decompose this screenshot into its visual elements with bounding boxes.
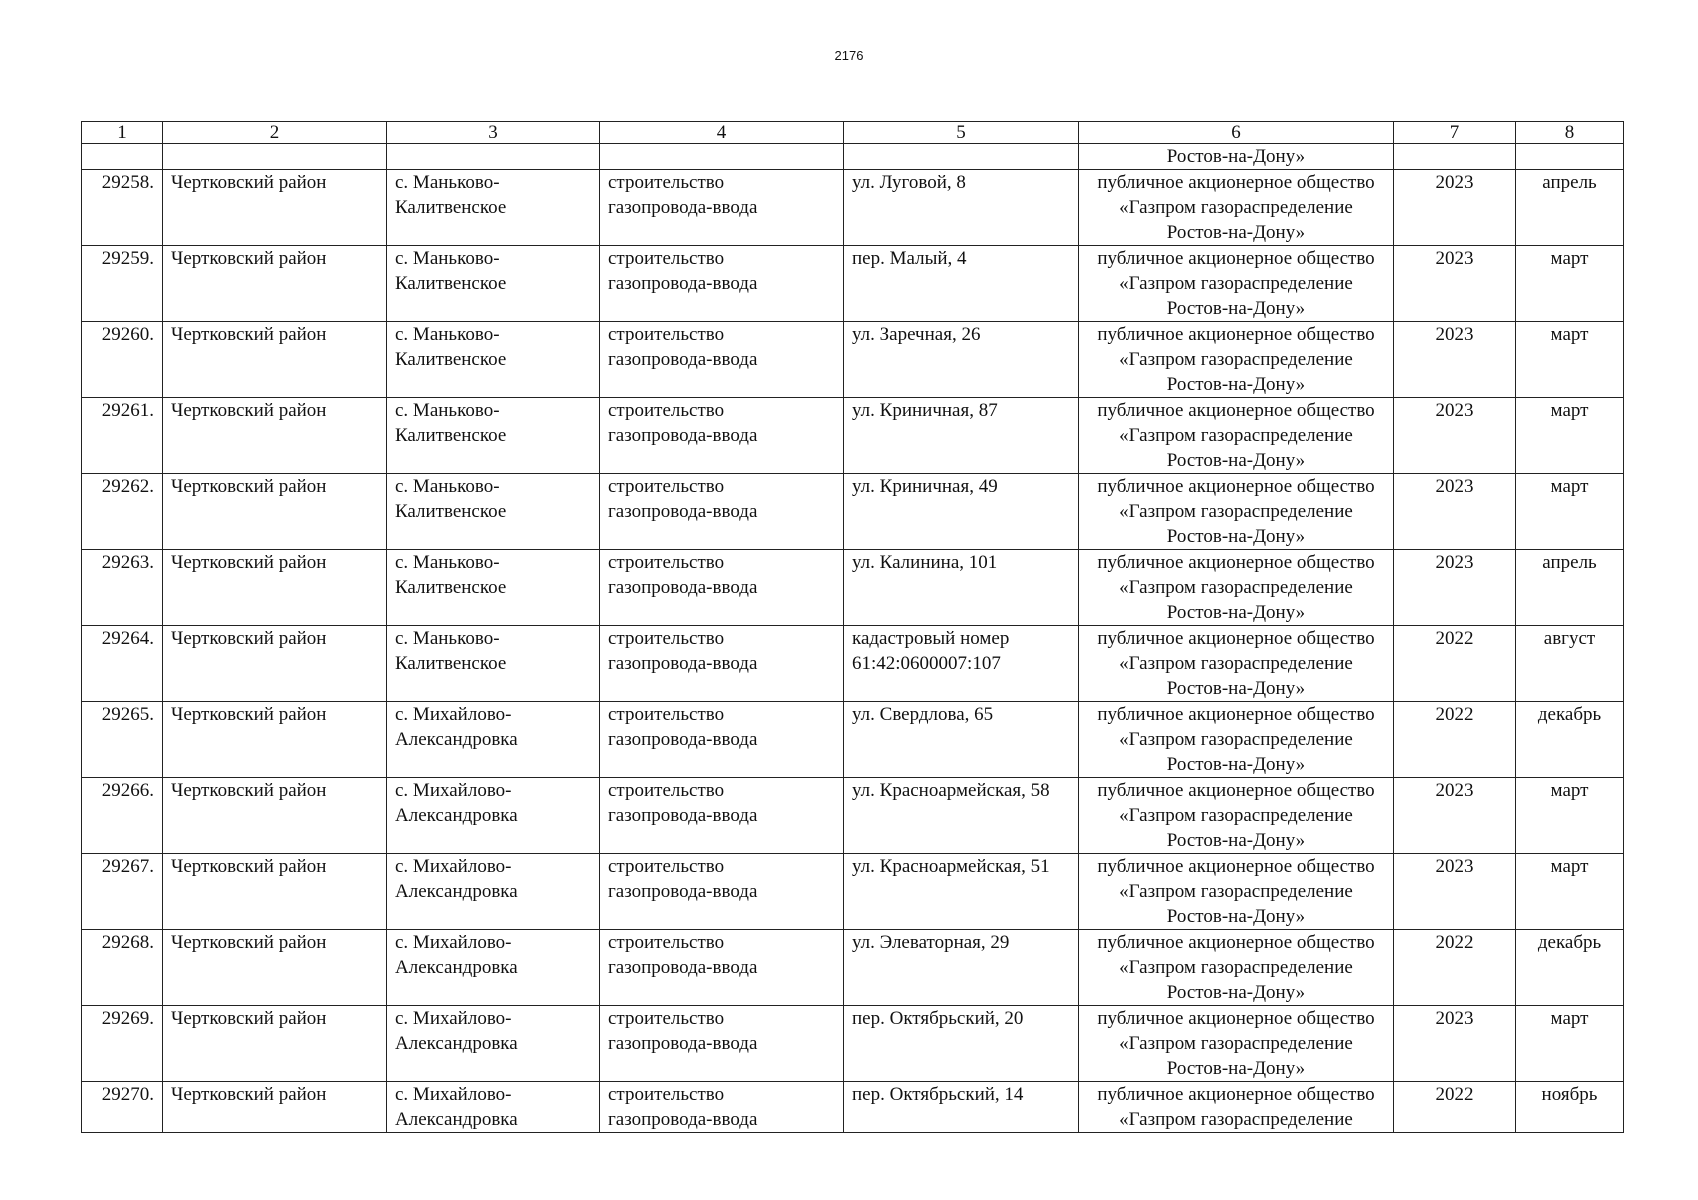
organization-cell-line: публичное акционерное общество xyxy=(1097,628,1375,649)
table-row xyxy=(82,474,1624,550)
settlement-cell-line: с. Михайлово- xyxy=(395,780,512,801)
organization-cell xyxy=(1079,474,1394,550)
table-row xyxy=(82,1006,1624,1082)
settlement-cell xyxy=(387,322,600,398)
work-type-cell-line: строительство xyxy=(608,1084,725,1105)
work-type-cell-line: газопровода-ввода xyxy=(608,957,758,978)
month-cell: апрель xyxy=(1516,170,1624,246)
organization-cell-line: Ростов-на-Дону» xyxy=(1166,298,1306,319)
work-type-cell xyxy=(600,854,844,930)
work-type-cell xyxy=(600,1082,844,1133)
month-cell: ноябрь xyxy=(1516,1082,1624,1133)
year-cell: 2023 xyxy=(1394,246,1516,322)
month-cell: апрель xyxy=(1516,550,1624,626)
organization-cell-line: публичное акционерное общество xyxy=(1097,552,1375,573)
work-type-cell-line: строительство xyxy=(608,704,725,725)
work-type-cell-line: строительство xyxy=(608,628,725,649)
work-type-cell xyxy=(600,170,844,246)
column-number: 2 xyxy=(163,122,387,144)
settlement-cell-line: с. Маньково- xyxy=(395,476,500,497)
work-type-cell-line: газопровода-ввода xyxy=(608,729,758,750)
organization-cell xyxy=(1079,626,1394,702)
organization-cell-line: публичное акционерное общество xyxy=(1097,476,1375,497)
address-cell xyxy=(844,930,1079,1006)
table-row xyxy=(82,322,1624,398)
work-type-cell-line: газопровода-ввода xyxy=(608,273,758,294)
organization-cell-line: Ростов-на-Дону» xyxy=(1166,222,1306,243)
settlement-cell-line: Калитвенское xyxy=(395,653,507,674)
organization-cell-line: публичное акционерное общество xyxy=(1097,324,1375,345)
district-cell: Чертковский район xyxy=(163,626,387,702)
settlement-cell-line: Александровка xyxy=(395,957,518,978)
organization-cell-line: «Газпром газораспределение xyxy=(1119,805,1353,826)
settlement-cell-line: Александровка xyxy=(395,1109,518,1130)
settlement-cell xyxy=(387,246,600,322)
address-cell xyxy=(844,550,1079,626)
table-row xyxy=(82,170,1624,246)
work-type-cell-line: газопровода-ввода xyxy=(608,1109,758,1130)
year-cell: 2022 xyxy=(1394,930,1516,1006)
district-cell: Чертковский район xyxy=(163,322,387,398)
year-cell: 2023 xyxy=(1394,474,1516,550)
table-row xyxy=(82,550,1624,626)
month-cell: март xyxy=(1516,854,1624,930)
settlement-cell xyxy=(387,626,600,702)
address-cell-line: ул. Криничная, 87 xyxy=(852,400,998,421)
address-cell-line: пер. Октябрьский, 20 xyxy=(852,1008,1024,1029)
work-type-cell-line: строительство xyxy=(608,248,725,269)
address-cell xyxy=(844,626,1079,702)
district-cell: Чертковский район xyxy=(163,778,387,854)
work-type-cell xyxy=(600,246,844,322)
settlement-cell-line: с. Михайлово- xyxy=(395,704,512,725)
table-body xyxy=(82,122,1624,1133)
organization-cell-line: публичное акционерное общество xyxy=(1097,704,1375,725)
work-type-cell-line: строительство xyxy=(608,400,725,421)
work-type-cell xyxy=(600,626,844,702)
empty-cell xyxy=(600,144,844,170)
month-cell: март xyxy=(1516,322,1624,398)
district-cell: Чертковский район xyxy=(163,854,387,930)
organization-cell-line: «Газпром газораспределение xyxy=(1119,1109,1353,1130)
year-cell: 2023 xyxy=(1394,778,1516,854)
table-row xyxy=(82,778,1624,854)
work-type-cell-line: строительство xyxy=(608,932,725,953)
row-number: 29263. xyxy=(82,550,163,626)
organization-cell-line: Ростов-на-Дону» xyxy=(1166,982,1306,1003)
organization-cell-line: «Газпром газораспределение xyxy=(1119,881,1353,902)
organization-cell-line: «Газпром газораспределение xyxy=(1119,1033,1353,1054)
settlement-cell-line: с. Маньково- xyxy=(395,324,500,345)
work-type-cell-line: строительство xyxy=(608,552,725,573)
month-cell: март xyxy=(1516,474,1624,550)
work-type-cell-line: строительство xyxy=(608,324,725,345)
work-type-cell-line: газопровода-ввода xyxy=(608,425,758,446)
organization-cell-line: Ростов-на-Дону» xyxy=(1166,450,1306,471)
organization-cell-line: публичное акционерное общество xyxy=(1097,400,1375,421)
table-row xyxy=(82,398,1624,474)
settlement-cell-line: с. Михайлово- xyxy=(395,856,512,877)
table-row xyxy=(82,854,1624,930)
organization-cell xyxy=(1079,778,1394,854)
settlement-cell-line: с. Михайлово- xyxy=(395,932,512,953)
month-cell: март xyxy=(1516,778,1624,854)
address-cell xyxy=(844,246,1079,322)
organization-cell-line: «Газпром газораспределение xyxy=(1119,197,1353,218)
organization-cell-line: публичное акционерное общество xyxy=(1097,856,1375,877)
empty-cell xyxy=(163,144,387,170)
district-cell: Чертковский район xyxy=(163,550,387,626)
organization-cell-line: «Газпром газораспределение xyxy=(1119,425,1353,446)
table-row xyxy=(82,930,1624,1006)
address-cell xyxy=(844,1082,1079,1133)
month-cell: март xyxy=(1516,246,1624,322)
work-type-cell-line: строительство xyxy=(608,476,725,497)
district-cell: Чертковский район xyxy=(163,930,387,1006)
organization-cell-line: Ростов-на-Дону» xyxy=(1166,526,1306,547)
organization-cell-line: Ростов-на-Дону» xyxy=(1166,906,1306,927)
settlement-cell xyxy=(387,398,600,474)
settlement-cell-line: с. Михайлово- xyxy=(395,1084,512,1105)
column-number: 4 xyxy=(600,122,844,144)
row-number: 29258. xyxy=(82,170,163,246)
row-number: 29270. xyxy=(82,1082,163,1133)
year-cell: 2023 xyxy=(1394,854,1516,930)
organization-cell xyxy=(1079,854,1394,930)
settlement-cell xyxy=(387,1082,600,1133)
year-cell: 2022 xyxy=(1394,1082,1516,1133)
address-cell-line: ул. Красноармейская, 58 xyxy=(852,780,1050,801)
row-number: 29259. xyxy=(82,246,163,322)
settlement-cell-line: Александровка xyxy=(395,881,518,902)
work-type-cell-line: строительство xyxy=(608,856,725,877)
organization-cell xyxy=(1079,1082,1394,1133)
organization-cell-line: «Газпром газораспределение xyxy=(1119,957,1353,978)
work-type-cell xyxy=(600,398,844,474)
work-type-cell-line: газопровода-ввода xyxy=(608,805,758,826)
year-cell: 2023 xyxy=(1394,322,1516,398)
column-number: 6 xyxy=(1079,122,1394,144)
month-cell: март xyxy=(1516,398,1624,474)
year-cell: 2023 xyxy=(1394,398,1516,474)
organization-cell-line: Ростов-на-Дону» xyxy=(1166,374,1306,395)
address-cell-line: пер. Октябрьский, 14 xyxy=(852,1084,1024,1105)
organization-cell-line: Ростов-на-Дону» xyxy=(1166,678,1306,699)
month-cell: март xyxy=(1516,1006,1624,1082)
organization-cell xyxy=(1079,246,1394,322)
address-cell xyxy=(844,778,1079,854)
continuation-row xyxy=(82,144,1624,170)
year-cell: 2023 xyxy=(1394,170,1516,246)
settlement-cell-line: Калитвенское xyxy=(395,577,507,598)
organization-cell-line: Ростов-на-Дону» xyxy=(1166,830,1306,851)
organization-cell-line: публичное акционерное общество xyxy=(1097,932,1375,953)
settlement-cell xyxy=(387,170,600,246)
row-number: 29269. xyxy=(82,1006,163,1082)
organization-cell-line: публичное акционерное общество xyxy=(1097,1008,1375,1029)
work-type-cell-line: газопровода-ввода xyxy=(608,349,758,370)
organization-cell-line: «Газпром газораспределение xyxy=(1119,577,1353,598)
month-cell: декабрь xyxy=(1516,702,1624,778)
settlement-cell-line: Калитвенское xyxy=(395,273,507,294)
column-number: 7 xyxy=(1394,122,1516,144)
row-number: 29268. xyxy=(82,930,163,1006)
address-cell xyxy=(844,170,1079,246)
row-number: 29260. xyxy=(82,322,163,398)
settlement-cell xyxy=(387,1006,600,1082)
organization-cell xyxy=(1079,550,1394,626)
table-row xyxy=(82,246,1624,322)
empty-cell xyxy=(387,144,600,170)
settlement-cell-line: Калитвенское xyxy=(395,349,507,370)
organization-cell xyxy=(1079,930,1394,1006)
address-cell-line: пер. Малый, 4 xyxy=(852,248,967,269)
address-cell-line: ул. Заречная, 26 xyxy=(852,324,981,345)
column-number: 3 xyxy=(387,122,600,144)
address-cell-line: ул. Красноармейская, 51 xyxy=(852,856,1050,877)
organization-cell-line: «Газпром газораспределение xyxy=(1119,273,1353,294)
organization-cell-line: публичное акционерное общество xyxy=(1097,1084,1375,1105)
organization-cell-line: «Газпром газораспределение xyxy=(1119,349,1353,370)
work-type-cell-line: газопровода-ввода xyxy=(608,881,758,902)
column-number: 5 xyxy=(844,122,1079,144)
column-number: 8 xyxy=(1516,122,1624,144)
work-type-cell xyxy=(600,550,844,626)
settlement-cell-line: с. Михайлово- xyxy=(395,1008,512,1029)
settlement-cell-line: с. Маньково- xyxy=(395,400,500,421)
address-cell xyxy=(844,702,1079,778)
column-number: 1 xyxy=(82,122,163,144)
organization-cell xyxy=(1079,1006,1394,1082)
continuation-text: Ростов-на-Дону» xyxy=(1079,144,1394,170)
district-cell: Чертковский район xyxy=(163,1082,387,1133)
address-cell xyxy=(844,474,1079,550)
settlement-cell xyxy=(387,474,600,550)
address-cell-line: ул. Элеваторная, 29 xyxy=(852,932,1010,953)
settlement-cell-line: Александровка xyxy=(395,729,518,750)
row-number: 29262. xyxy=(82,474,163,550)
work-type-cell xyxy=(600,1006,844,1082)
work-type-cell-line: газопровода-ввода xyxy=(608,197,758,218)
row-number: 29267. xyxy=(82,854,163,930)
organization-cell-line: публичное акционерное общество xyxy=(1097,780,1375,801)
row-number: 29266. xyxy=(82,778,163,854)
settlement-cell xyxy=(387,778,600,854)
organization-cell-line: публичное акционерное общество xyxy=(1097,172,1375,193)
table-row xyxy=(82,702,1624,778)
district-cell: Чертковский район xyxy=(163,170,387,246)
settlement-cell-line: Александровка xyxy=(395,1033,518,1054)
address-cell xyxy=(844,1006,1079,1082)
table-row xyxy=(82,626,1624,702)
work-type-cell xyxy=(600,474,844,550)
work-type-cell-line: строительство xyxy=(608,172,725,193)
work-type-cell-line: газопровода-ввода xyxy=(608,577,758,598)
settlement-cell xyxy=(387,930,600,1006)
month-cell: декабрь xyxy=(1516,930,1624,1006)
page-number: 2176 xyxy=(834,48,864,63)
table-row xyxy=(82,1082,1624,1133)
work-type-cell xyxy=(600,322,844,398)
organization-cell-line: «Газпром газораспределение xyxy=(1119,729,1353,750)
organization-cell-line: публичное акционерное общество xyxy=(1097,248,1375,269)
organization-cell-line: «Газпром газораспределение xyxy=(1119,653,1353,674)
organization-cell xyxy=(1079,702,1394,778)
address-cell xyxy=(844,854,1079,930)
settlement-cell-line: с. Маньково- xyxy=(395,248,500,269)
district-cell: Чертковский район xyxy=(163,246,387,322)
work-type-cell-line: газопровода-ввода xyxy=(608,653,758,674)
address-cell-line: 61:42:0600007:107 xyxy=(852,653,1001,674)
settlement-cell xyxy=(387,550,600,626)
row-number: 29265. xyxy=(82,702,163,778)
empty-cell xyxy=(1516,144,1624,170)
year-cell: 2023 xyxy=(1394,550,1516,626)
row-number: 29261. xyxy=(82,398,163,474)
organization-cell-line: Ростов-на-Дону» xyxy=(1166,754,1306,775)
address-cell xyxy=(844,322,1079,398)
empty-cell xyxy=(844,144,1079,170)
settlement-cell-line: с. Маньково- xyxy=(395,552,500,573)
district-cell: Чертковский район xyxy=(163,474,387,550)
work-type-cell-line: газопровода-ввода xyxy=(608,501,758,522)
settlement-cell-line: с. Маньково- xyxy=(395,172,500,193)
settlement-cell-line: Калитвенское xyxy=(395,425,507,446)
settlement-cell xyxy=(387,854,600,930)
work-type-cell-line: газопровода-ввода xyxy=(608,1033,758,1054)
row-number: 29264. xyxy=(82,626,163,702)
address-cell-line: ул. Луговой, 8 xyxy=(852,172,966,193)
address-cell-line: кадастровый номер xyxy=(852,628,1010,649)
settlement-cell xyxy=(387,702,600,778)
year-cell: 2023 xyxy=(1394,1006,1516,1082)
year-cell: 2022 xyxy=(1394,626,1516,702)
work-type-cell xyxy=(600,930,844,1006)
settlement-cell-line: Александровка xyxy=(395,805,518,826)
work-type-cell xyxy=(600,778,844,854)
organization-cell xyxy=(1079,322,1394,398)
settlement-cell-line: Калитвенское xyxy=(395,197,507,218)
registry-table xyxy=(81,121,1624,1133)
work-type-cell-line: строительство xyxy=(608,780,725,801)
empty-cell xyxy=(1394,144,1516,170)
work-type-cell-line: строительство xyxy=(608,1008,725,1029)
address-cell xyxy=(844,398,1079,474)
organization-cell xyxy=(1079,170,1394,246)
organization-cell-line: Ростов-на-Дону» xyxy=(1166,1058,1306,1079)
district-cell: Чертковский район xyxy=(163,702,387,778)
settlement-cell-line: с. Маньково- xyxy=(395,628,500,649)
address-cell-line: ул. Свердлова, 65 xyxy=(852,704,994,725)
settlement-cell-line: Калитвенское xyxy=(395,501,507,522)
organization-cell-line: Ростов-на-Дону» xyxy=(1166,602,1306,623)
month-cell: август xyxy=(1516,626,1624,702)
district-cell: Чертковский район xyxy=(163,1006,387,1082)
address-cell-line: ул. Криничная, 49 xyxy=(852,476,998,497)
address-cell-line: ул. Калинина, 101 xyxy=(852,552,998,573)
column-number-row xyxy=(82,122,1624,144)
empty-cell xyxy=(82,144,163,170)
year-cell: 2022 xyxy=(1394,702,1516,778)
organization-cell-line: «Газпром газораспределение xyxy=(1119,501,1353,522)
district-cell: Чертковский район xyxy=(163,398,387,474)
organization-cell xyxy=(1079,398,1394,474)
work-type-cell xyxy=(600,702,844,778)
